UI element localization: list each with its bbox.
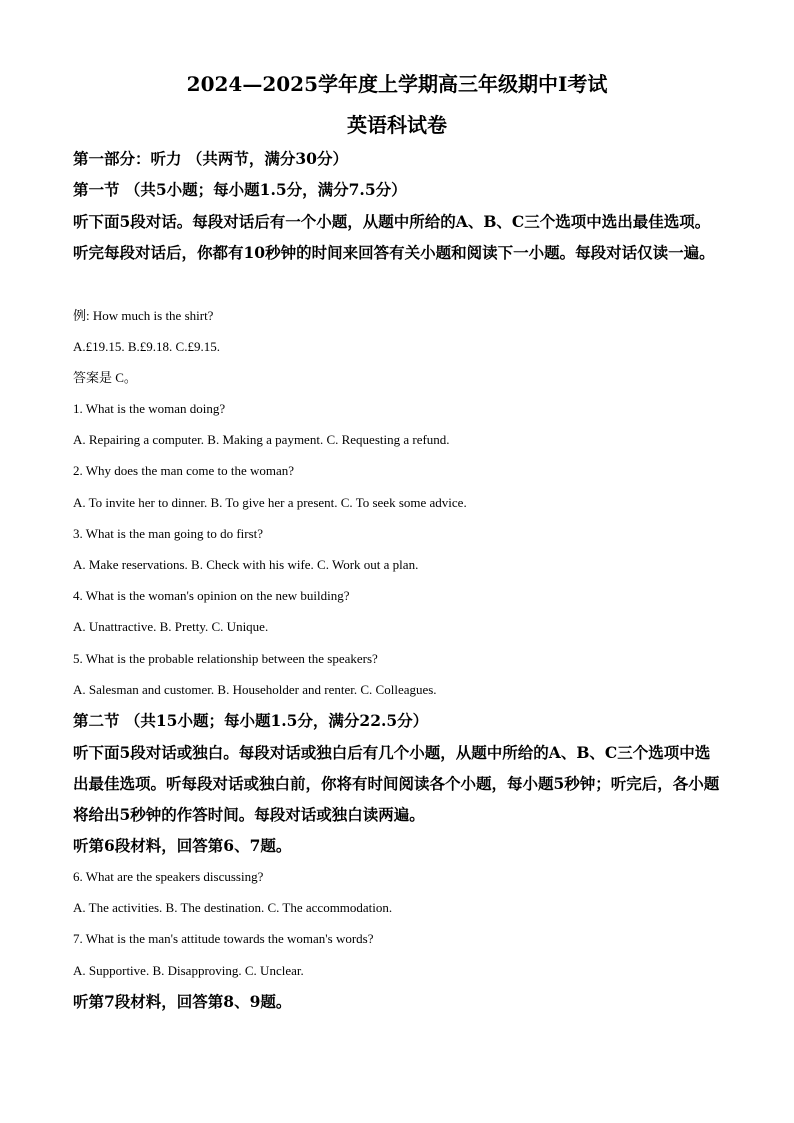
material-7-heading: 听第7段材料，回答第8、9题。	[73, 992, 292, 1011]
section1-heading: 第一节 （共5小题；每小题1.5分，满分7.5分）	[73, 180, 407, 199]
section2-instructions: 听下面5段对话或独白。每段对话或独白后有几个小题，从题中所给的A、B、C三个选项中选出最佳选项。听每段对话或独白前，你将有时间阅读各个小题，每小题5秒钟；听完后，各小题将给出5秒钟的作答时间。每段对话或独白读两遍。	[73, 743, 720, 824]
question-6-options: A. The activities. B. The destination. C. The accommodation.	[73, 900, 393, 915]
exam-title: 2024—2025学年度上学期高三年级期中Ⅰ考试	[186, 72, 608, 96]
question-3: 3. What is the man going to do first?	[73, 526, 264, 541]
question-5-options: A. Salesman and customer. B. Householder and renter. C. Colleagues.	[73, 682, 437, 697]
question-7-options: A. Supportive. B. Disapproving. C. Unclear.	[73, 963, 304, 978]
question-4-options: A. Unattractive. B. Pretty. C. Unique.	[73, 619, 269, 634]
section1-instructions: 听下面5段对话。每段对话后有一个小题，从题中所给的A、B、C三个选项中选出最佳选项。听完每段对话后，你都有10秒钟的时间来回答有关小题和阅读下一小题。每段对话仅读一遍。	[73, 212, 715, 262]
example-answer: 答案是 C。	[73, 370, 137, 385]
example-options: A.£19.15. B.£9.18. C.£9.15.	[73, 339, 220, 354]
material-6-heading: 听第6段材料，回答第6、7题。	[73, 836, 292, 855]
question-5: 5. What is the probable relationship between the speakers?	[73, 651, 378, 666]
question-2: 2. Why does the man come to the woman?	[73, 463, 295, 478]
question-3-options: A. Make reservations. B. Check with his wife. C. Work out a plan.	[73, 557, 419, 572]
example-question: 例: How much is the shirt?	[73, 308, 214, 323]
section2-heading: 第二节 （共15小题；每小题1.5分，满分22.5分）	[73, 711, 429, 730]
question-1-options: A. Repairing a computer. B. Making a payment. C. Requesting a refund.	[73, 432, 450, 447]
question-6: 6. What are the speakers discussing?	[73, 869, 264, 884]
question-2-options: A. To invite her to dinner. B. To give her a present. C. To seek some advice.	[73, 495, 467, 510]
question-1: 1. What is the woman doing?	[73, 401, 226, 416]
part1-heading: 第一部分：听力 （共两节，满分30分）	[73, 149, 348, 168]
question-7: 7. What is the man's attitude towards the woman's words?	[73, 931, 374, 946]
exam-subtitle: 英语科试卷	[347, 113, 447, 137]
question-4: 4. What is the woman's opinion on the new building?	[73, 588, 350, 603]
